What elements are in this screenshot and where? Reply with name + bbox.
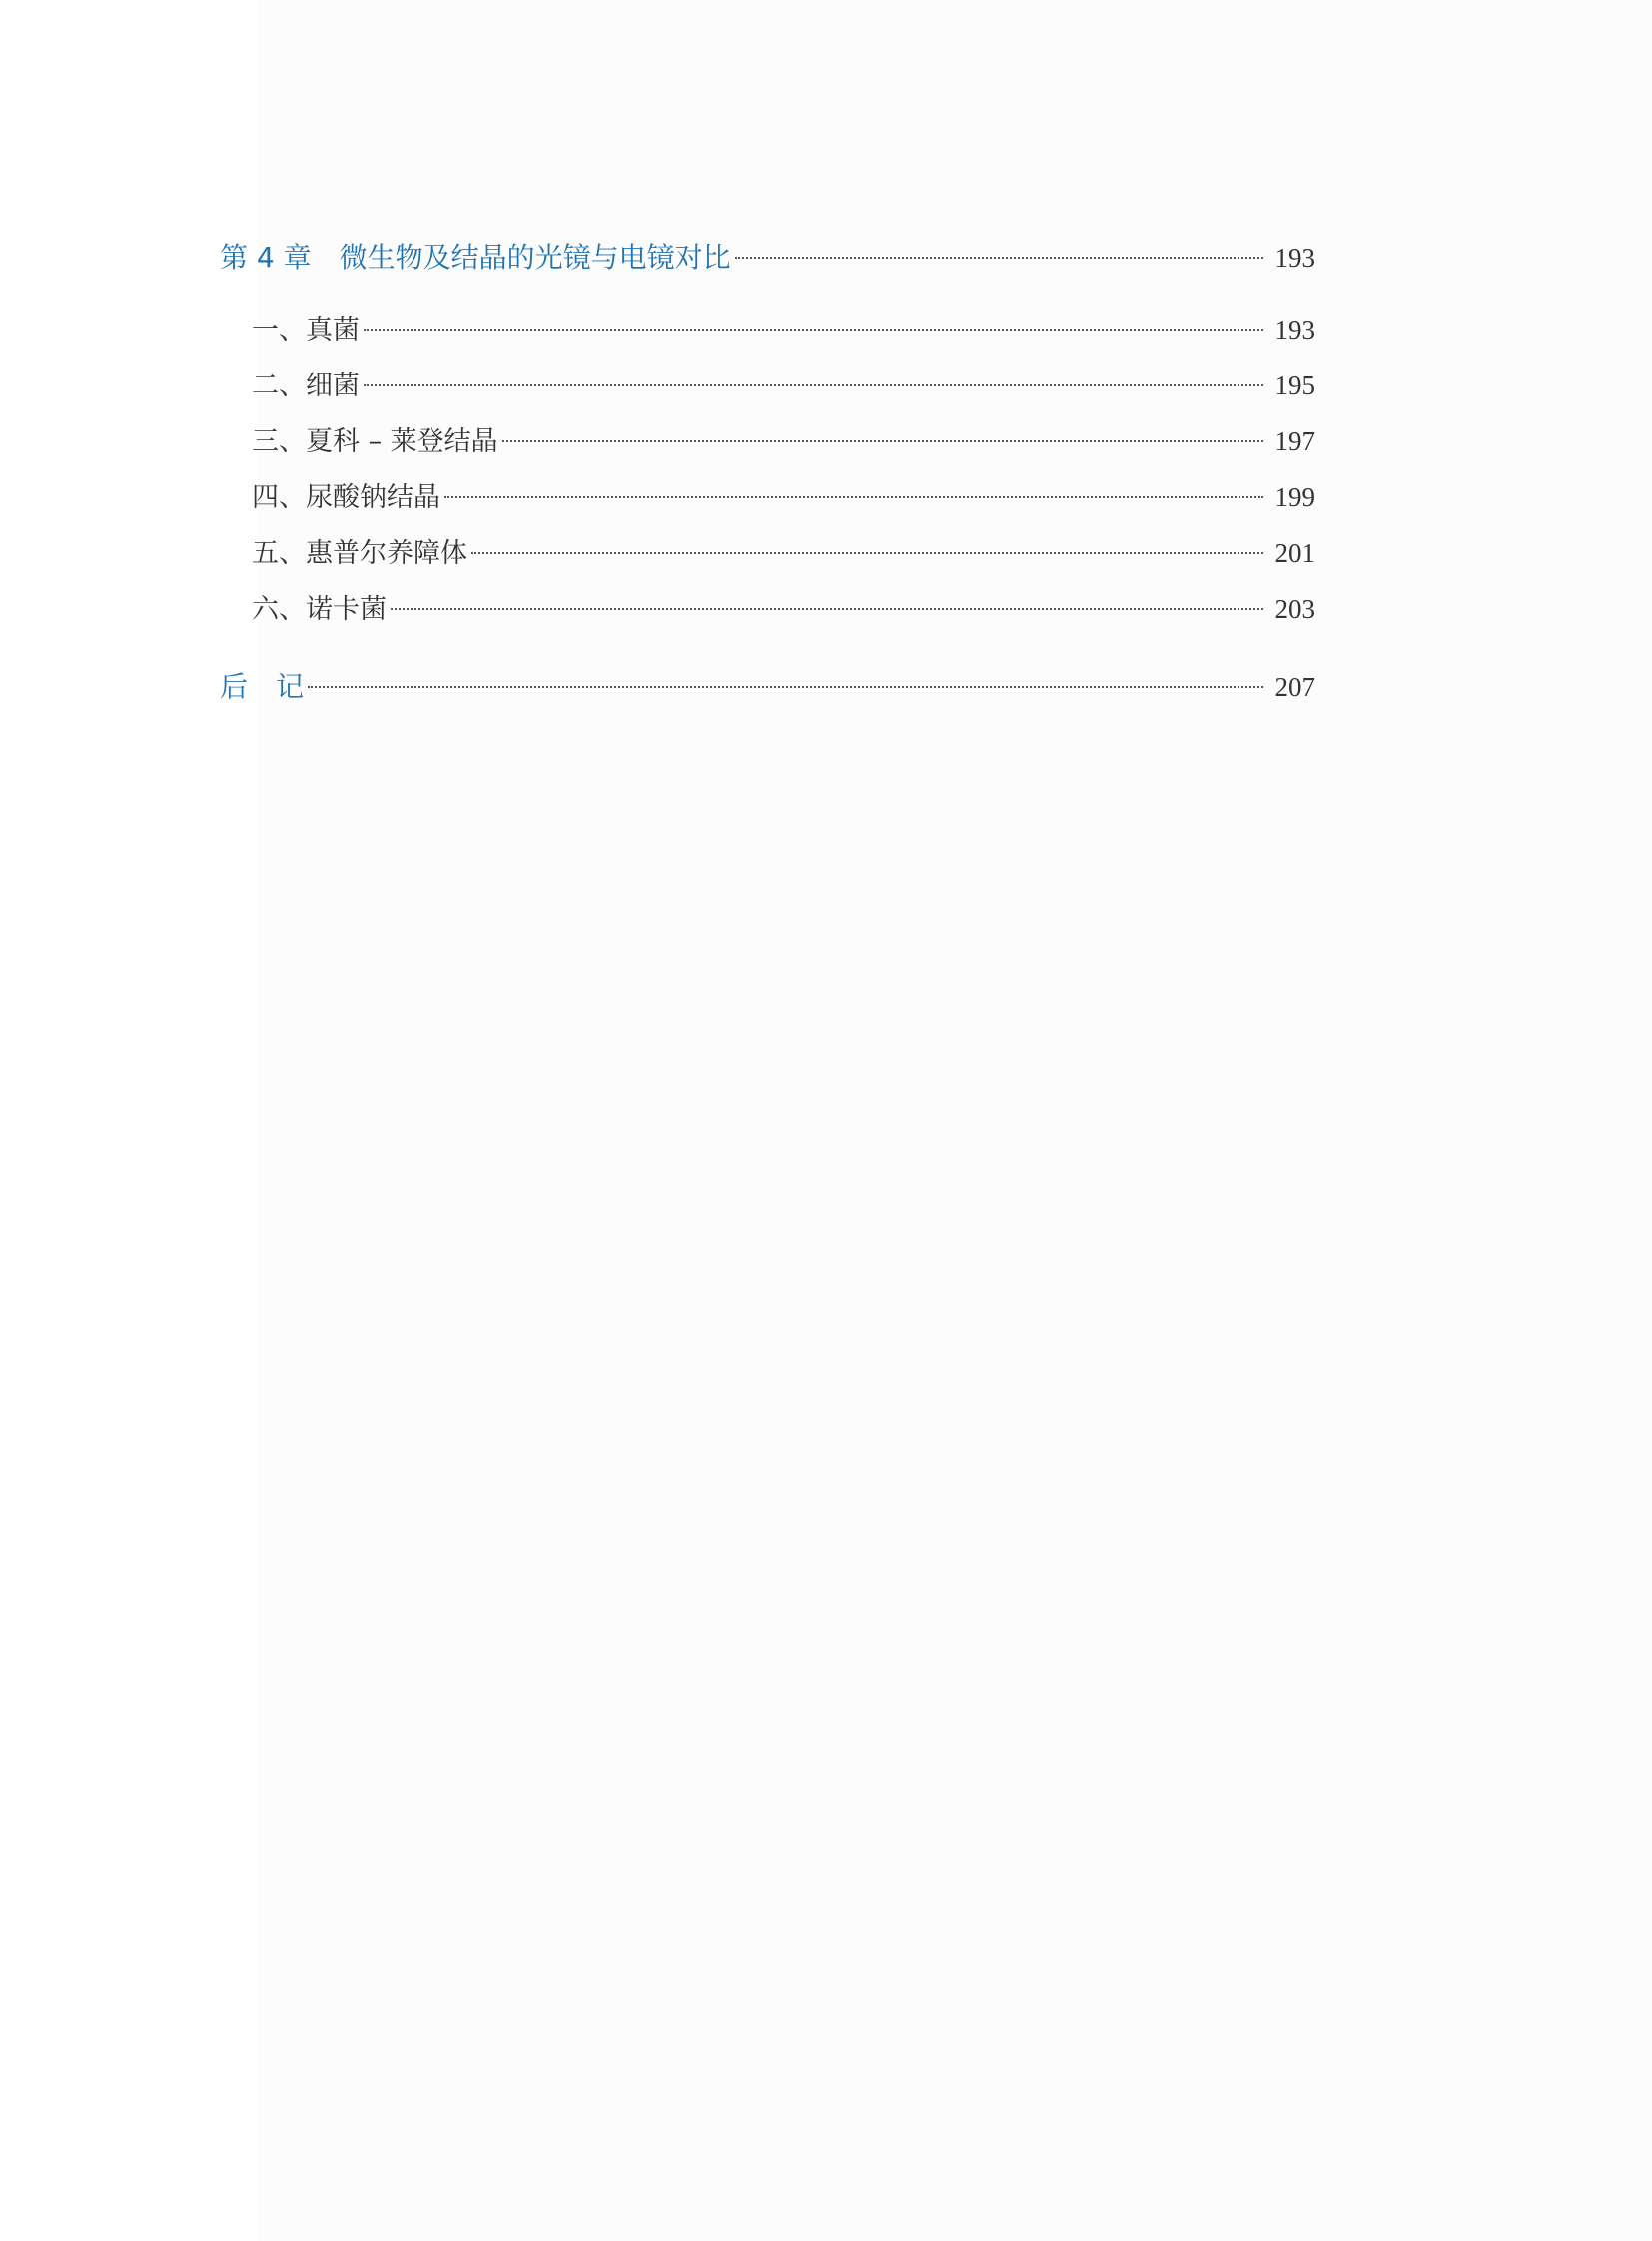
toc-section-entry[interactable] xyxy=(220,533,1315,589)
dot-leader xyxy=(364,384,1263,386)
toc-section-entry[interactable] xyxy=(220,366,1315,421)
toc-section-entry[interactable] xyxy=(220,421,1315,477)
page-number: 203 xyxy=(1274,594,1315,624)
page-number: 195 xyxy=(1274,371,1315,400)
table-of-contents xyxy=(220,238,1315,723)
chapter-title: 微生物及结晶的光镜与电镜对比 xyxy=(339,241,731,274)
chapter-number: 第 4 章 xyxy=(220,241,312,274)
page-number: 201 xyxy=(1274,538,1315,568)
dot-leader xyxy=(444,496,1263,498)
toc-section-entry[interactable] xyxy=(220,477,1315,533)
section-title: 四、尿酸钠结晶 xyxy=(252,482,440,513)
section-title: 三、夏科 – 莱登结晶 xyxy=(252,426,498,457)
dot-leader xyxy=(364,329,1263,331)
dot-leader xyxy=(471,552,1263,554)
toc-chapter-entry[interactable] xyxy=(220,238,1315,294)
afterword-title: 后 记 xyxy=(220,670,305,703)
dot-leader xyxy=(308,686,1263,688)
dot-leader xyxy=(391,608,1263,610)
section-title: 五、惠普尔养障体 xyxy=(252,538,467,569)
page-number: 197 xyxy=(1274,426,1315,456)
toc-section-entry[interactable] xyxy=(220,589,1315,645)
page-number: 207 xyxy=(1274,672,1315,702)
page-number: 199 xyxy=(1274,482,1315,512)
section-title: 一、真菌 xyxy=(252,315,360,346)
page-number: 193 xyxy=(1274,315,1315,345)
dot-leader xyxy=(502,440,1263,442)
dot-leader xyxy=(735,257,1263,259)
section-title: 六、诺卡菌 xyxy=(252,594,387,625)
section-title: 二、细菌 xyxy=(252,371,360,401)
page-number: 193 xyxy=(1274,243,1315,273)
toc-section-entry[interactable] xyxy=(220,310,1315,366)
toc-afterword-entry[interactable] xyxy=(220,667,1315,723)
